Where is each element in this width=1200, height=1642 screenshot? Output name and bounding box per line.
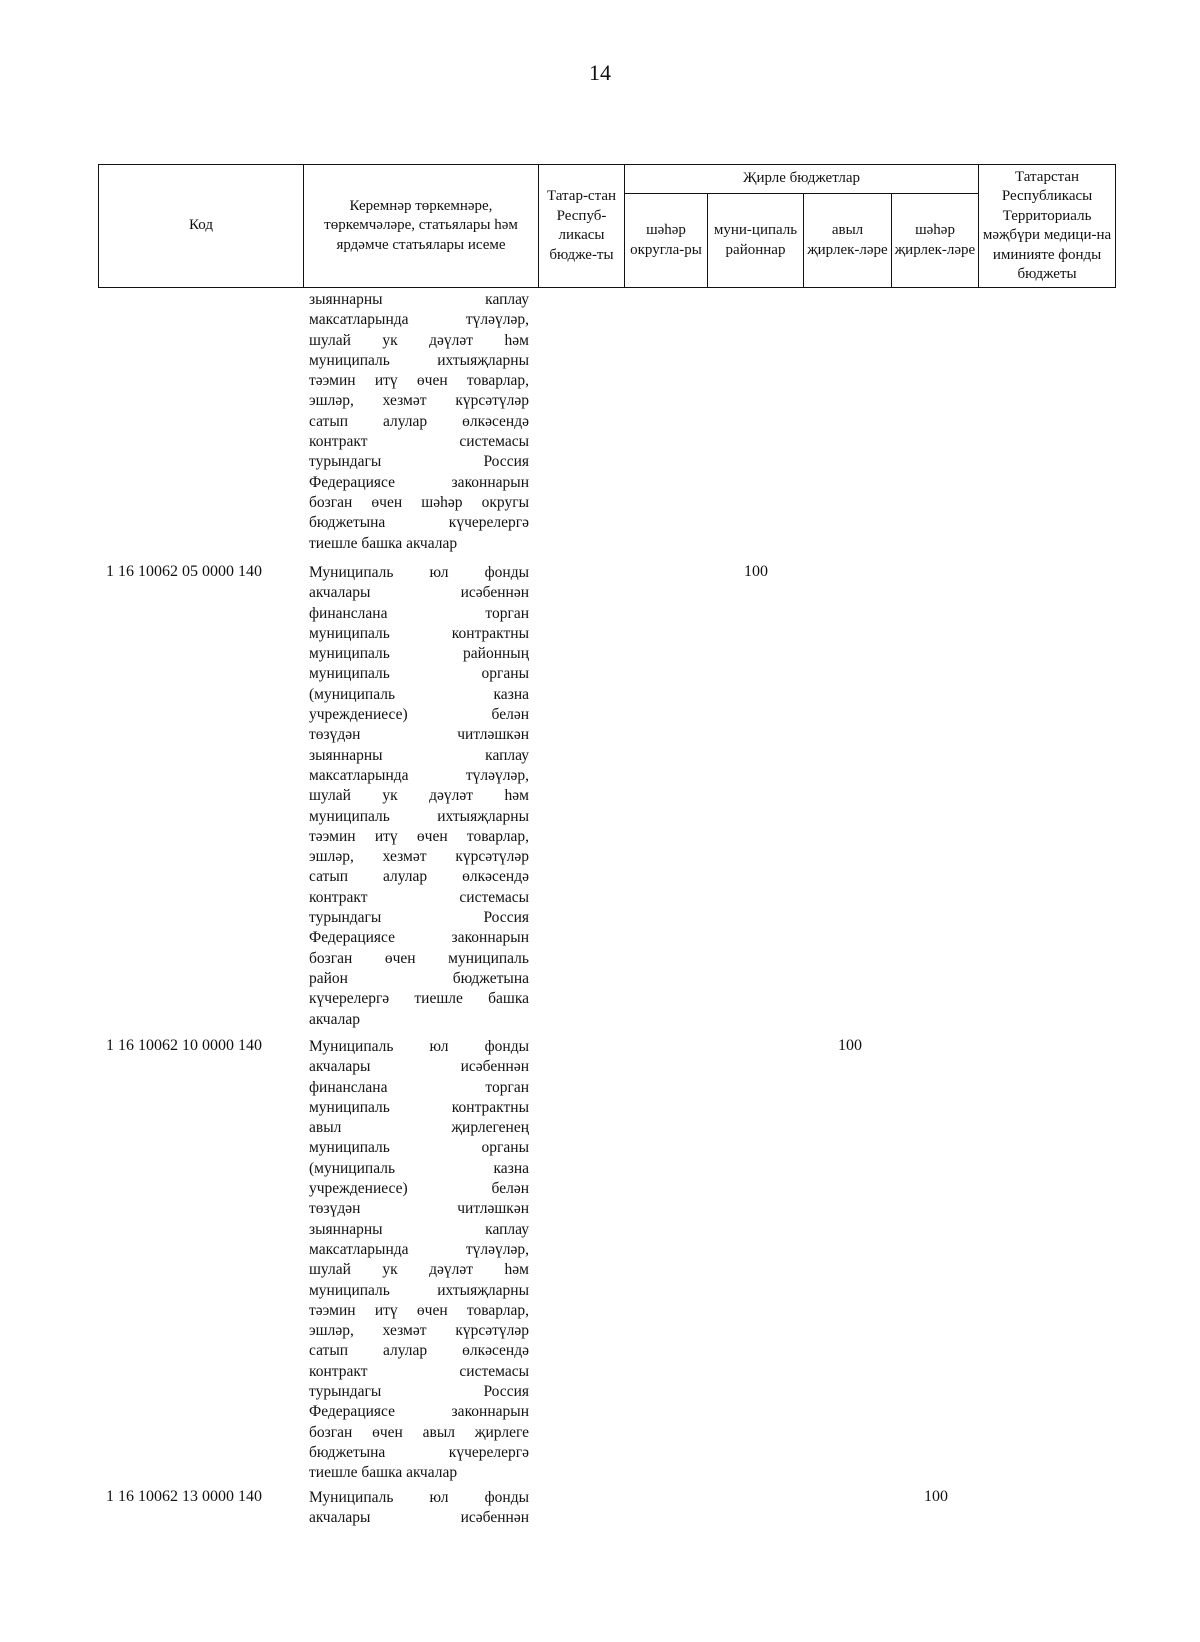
header-local-budgets: Җирле бюджетлар: [625, 165, 979, 194]
header-rt-budget: Татар-стан Респуб-ликасы бюдже-ты: [539, 165, 625, 288]
header-rural-settlements: авыл җирлек-ләре: [804, 194, 892, 288]
page-number: 14: [589, 60, 611, 85]
row-code: 1 16 10062 13 0000 140: [106, 1488, 262, 1505]
header-code: Код: [99, 165, 304, 288]
value-municipal-districts: 100: [744, 563, 768, 580]
header-tfoms: Татарстан Республикасы Территориаль мәҗбүри медици-на иминияте фонды бюджеты: [979, 165, 1116, 288]
row-name: Муниципаль юл фонды акчалары исәбеннән: [309, 1489, 529, 1527]
row-code: 1 16 10062 10 0000 140: [106, 1037, 262, 1054]
header-urban-settlements: шәһәр җирлек-ләре: [892, 194, 979, 288]
row-name: зыяннарны каплау максатларында түләүләр, шулай ук дәүләт һәм муниципаль ихтыяҗларны тәэмин итү өчен товарлар, эшләр, хезмәт күрсәтүләр сатып алулар өлкәсендә контракт системасы турындагы Россия Федерациясе законнарын бозган өчен шәһәр округы бюджетына күчерелергә тиешле башка акчалар: [309, 291, 529, 552]
value-rural-settlements: 100: [838, 1037, 862, 1054]
value-urban-settlements: 100: [924, 1488, 948, 1505]
row-name: Муниципаль юл фонды акчалары исәбеннән финанслана торган муниципаль контрактны муниципаль районның муниципаль органы (муниципаль казна учреждениесе) белән төзүдән читләшкән зыяннарны каплау максатларында түләүләр, шулай ук дәүләт һәм муниципаль ихтыяҗларны тәэмин итү өчен товарлар, эшләр, хезмәт күрсәтүләр сатып алулар өлкәсендә контракт системасы турындагы Россия Федерациясе законнарын бозган өчен муниципаль район бюджетына күчерелергә тиешле башка акчалар: [309, 564, 529, 1028]
row-code: 1 16 10062 05 0000 140: [106, 563, 262, 580]
row-name: Муниципаль юл фонды акчалары исәбеннән финанслана торган муниципаль контрактны авыл җирлегенең муниципаль органы (муниципаль казна учреждениесе) белән төзүдән читләшкән зыяннарны каплау максатларында түләүләр, шулай ук дәүләт һәм муниципаль ихтыяҗларны тәэмин итү өчен товарлар, эшләр, хезмәт күрсәтүләр сатып алулар өлкәсендә контракт системасы турындагы Россия Федерациясе законнарын бозган өчен авыл җирлеге бюджетына күчерелергә тиешле башка акчалар: [309, 1038, 529, 1482]
table-header: [98, 164, 1116, 288]
header-city-districts: шәһәр округла-ры: [625, 194, 708, 288]
header-name: Керемнәр төркемнәре, төркемчәләре, статьялары һәм ярдәмче статьялары исеме: [304, 165, 539, 288]
header-municipal-districts: муни-ципаль районнар: [708, 194, 804, 288]
